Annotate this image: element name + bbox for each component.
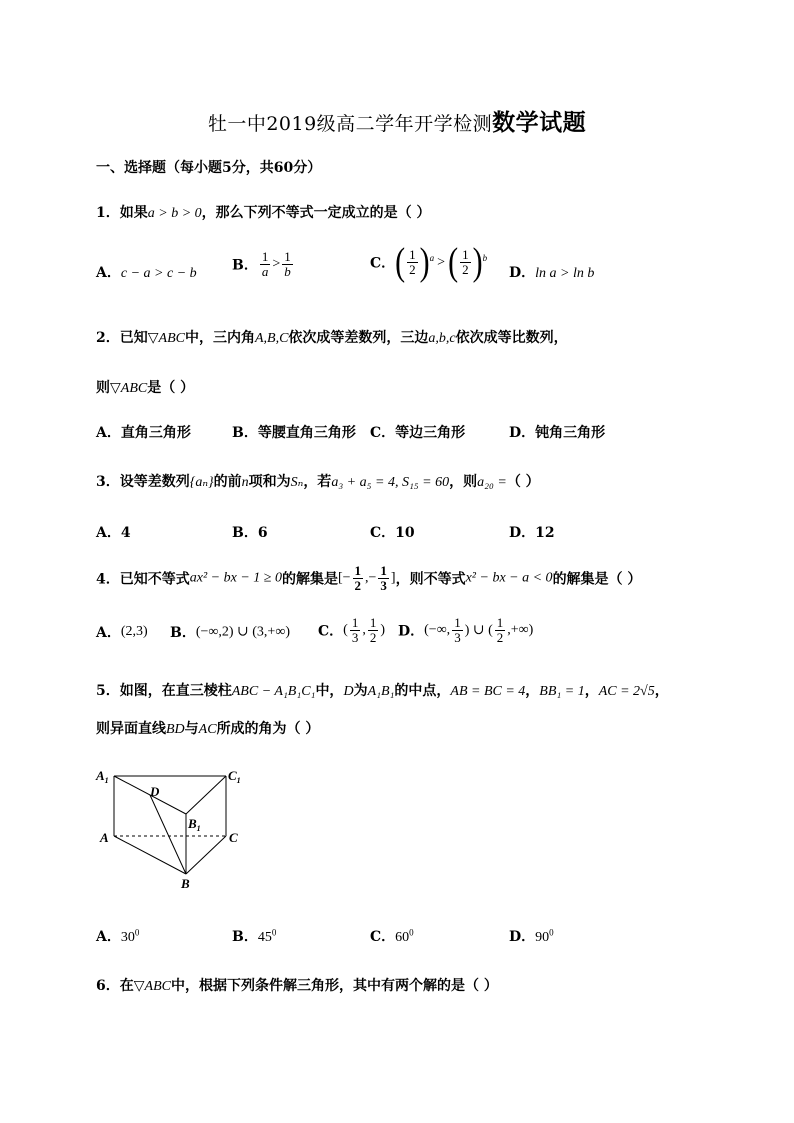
q4-option-c: C．( $\frac{1}{3}$ , $\frac{1}{2}$ ) xyxy=(318,615,385,645)
page-title xyxy=(0,104,794,137)
q3-option-b: B．6 xyxy=(232,525,268,541)
q5-option-a: A．$30^0$ xyxy=(96,927,140,945)
q5-option-b: B．$45^0$ xyxy=(232,927,277,945)
q4-option-b: B．(−∞,2) ∪ (3,+∞) xyxy=(170,624,290,641)
label-D: D xyxy=(150,784,160,799)
q2-option-d: D．钝角三角形 xyxy=(509,425,606,441)
question-2: 2．已知▽ABC中，三内角A,B,C依次成等差数列，三边a,b,c依次成等比数列， xyxy=(96,330,568,346)
label-B1: $B_1$ xyxy=(188,816,201,833)
label-C: C xyxy=(229,830,238,845)
question-6: 6．在▽ABC中，根据下列条件解三角形，其中有两个解的是（ ） xyxy=(96,978,498,994)
q2-option-a: A．直角三角形 xyxy=(96,425,191,441)
q4-option-a: A．(2,3) xyxy=(96,624,148,641)
section-heading: 一、选择题（每小题5分，共60分） xyxy=(96,160,322,176)
q5-option-c: C．$60^0$ xyxy=(370,927,414,945)
q5-option-d: D．$90^0$ xyxy=(509,927,554,945)
q1-option-b: B． $\frac{1}{a}$ > $\frac{1}{b}$ xyxy=(232,249,291,279)
q3-option-a: A．4 xyxy=(96,525,131,541)
q1-option-a: A．c − a > c − b xyxy=(96,265,197,281)
q3-option-c: C．10 xyxy=(370,525,415,541)
q2-option-b: B．等腰直角三角形 xyxy=(232,425,356,441)
question-5: 5．如图，在直三棱柱ABC − A₁B₁C₁中，D为A₁B₁的中点，AB = BC = 4，BB₁ = 1，AC = 2√5， xyxy=(96,683,669,699)
question-1: 1．如果a > b > 0，那么下列不等式一定成立的是（ ） xyxy=(96,205,431,221)
question-5-line2: 则异面直线BD与AC所成的角为（ ） xyxy=(96,721,320,737)
title-emphasis: 数学试题 xyxy=(492,109,587,136)
label-A1: $A_1$ xyxy=(96,768,109,785)
question-2-line2: 则▽ABC是（ ） xyxy=(96,380,195,396)
q3-option-d: D．12 xyxy=(509,525,555,541)
label-C1: $C_1$ xyxy=(228,768,241,785)
label-A: A xyxy=(100,830,109,845)
label-B: B xyxy=(181,876,190,891)
q2-option-c: C．等边三角形 xyxy=(370,425,466,441)
q1-option-d: D．ln a > ln b xyxy=(509,265,595,281)
question-3: 3．设等差数列{aₙ}的前n项和为Sₙ，若a₃ + a₅ = 4, S₁₅ = 60，则a₂₀ =（ ） xyxy=(96,474,540,490)
q1-option-c: C．( $\frac{1}{2}$ )$^a$ > ( $\frac{1}{2}$ )$^b$ xyxy=(370,240,488,284)
title-main: 牡一中2019级高二学年开学检测 xyxy=(207,113,493,135)
q4-option-d: D．(−∞, $\frac{1}{3}$ ) ∪ ( $\frac{1}{2}$ ,+∞) xyxy=(398,615,534,645)
prism-figure xyxy=(92,764,252,894)
question-4: 4．已知不等式ax² − bx − 1 ≥ 0的解集是[− $\frac{1}{2}$ ,− $\frac{1}{3}$ ]，则不等式x² − bx − a < 0的解集是（ ） xyxy=(96,563,642,593)
